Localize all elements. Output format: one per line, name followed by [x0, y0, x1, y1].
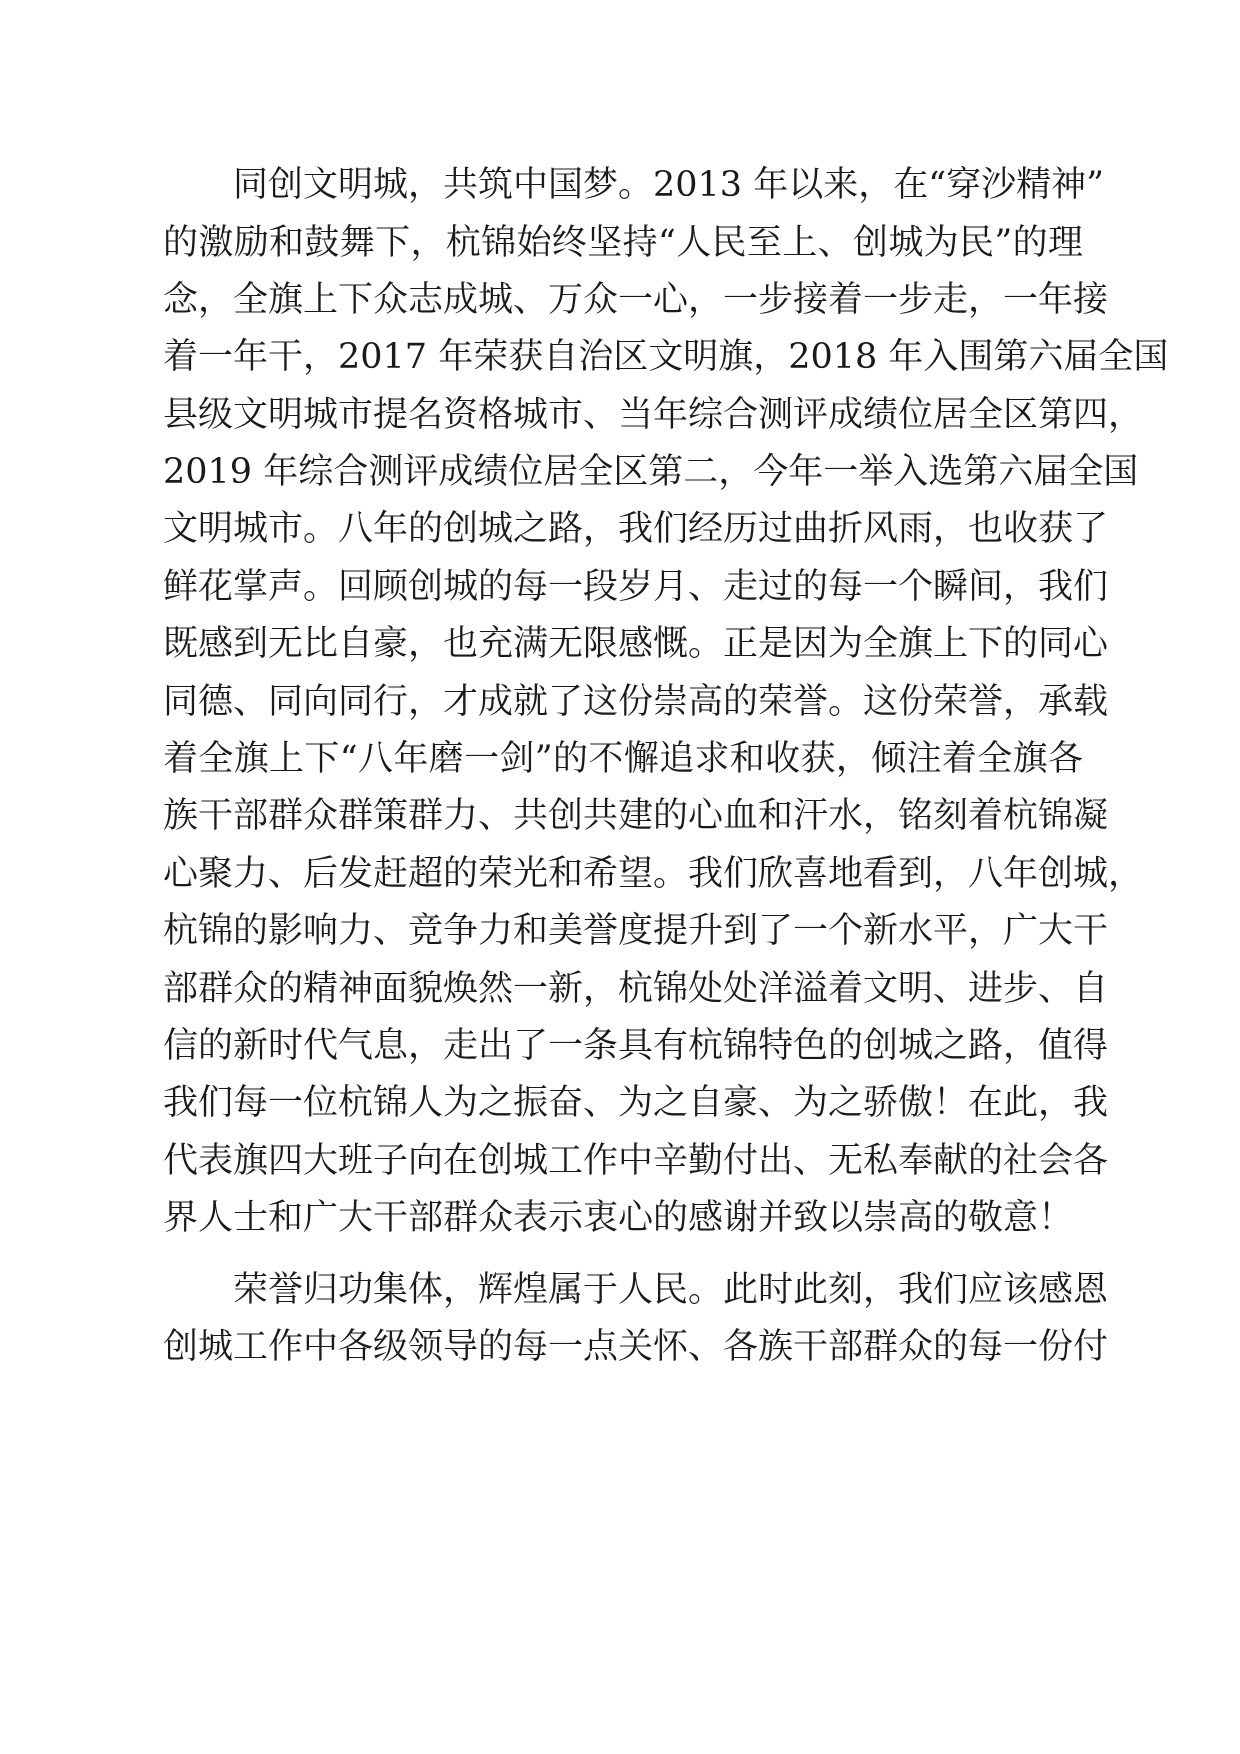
paragraph-1-line-15: 部群众的精神面貌焕然一新，杭锦处处洋溢着文明、进步、自: [163, 969, 1109, 1009]
paragraph-1-line-6: 2019 年综合测评成绩位居全区第二，今年一举入选第六届全国: [163, 452, 1139, 492]
paragraph-1-line-10: 同德、同向同行，才成就了这份崇高的荣誉。这份荣誉，承载: [163, 682, 1109, 722]
paragraph-1-line-18: 代表旗四大班子向在创城工作中辛勤付出、无私奉献的社会各: [163, 1141, 1109, 1181]
paragraph-1-line-17: 我们每一位杭锦人为之振奋、为之自豪、为之骄傲！在此，我: [163, 1083, 1109, 1123]
paragraph-1-line-5: 县级文明城市提名资格城市、当年综合测评成绩位居全区第四，: [163, 395, 1144, 435]
paragraph-1-line-8: 鲜花掌声。回顾创城的每一段岁月、走过的每一个瞬间，我们: [163, 567, 1109, 607]
paragraph-1-line-7: 文明城市。八年的创城之路，我们经历过曲折风雨，也收获了: [163, 509, 1109, 549]
paragraph-1-line-11: 着全旗上下“八年磨一剑”的不懈追求和收获，倾注着全旗各: [163, 739, 1083, 779]
paragraph-1-line-16: 信的新时代气息，走出了一条具有杭锦特色的创城之路，值得: [163, 1026, 1109, 1066]
paragraph-1-line-1: 同创文明城，共筑中国梦。2013 年以来，在“穿沙精神”: [233, 165, 1104, 205]
paragraph-1-line-14: 杭锦的影响力、竞争力和美誉度提升到了一个新水平，广大干: [163, 911, 1109, 951]
paragraph-1-line-13: 心聚力、后发赶超的荣光和希望。我们欣喜地看到，八年创城，: [163, 854, 1144, 894]
paragraph-2-line-2: 创城工作中各级领导的每一点关怀、各族干部群众的每一份付: [163, 1327, 1109, 1367]
paragraph-1-line-2: 的激励和鼓舞下，杭锦始终坚持“人民至上、创城为民”的理: [163, 223, 1083, 263]
paragraph-1-line-19: 界人士和广大干部群众表示衷心的感谢并致以崇高的敬意！: [163, 1198, 1074, 1238]
paragraph-1-line-4: 着一年干，2017 年荣获自治区文明旗，2018 年入围第六届全国: [163, 337, 1169, 377]
paragraph-2-line-1: 荣誉归功集体，辉煌属于人民。此时此刻，我们应该感恩: [233, 1270, 1109, 1310]
paragraph-1-line-12: 族干部群众群策群力、共创共建的心血和汗水，铭刻着杭锦凝: [163, 796, 1109, 836]
paragraph-1-line-9: 既感到无比自豪，也充满无限感慨。正是因为全旗上下的同心: [163, 624, 1109, 664]
paragraph-1-line-3: 念，全旗上下众志成城、万众一心，一步接着一步走，一年接: [163, 280, 1109, 320]
